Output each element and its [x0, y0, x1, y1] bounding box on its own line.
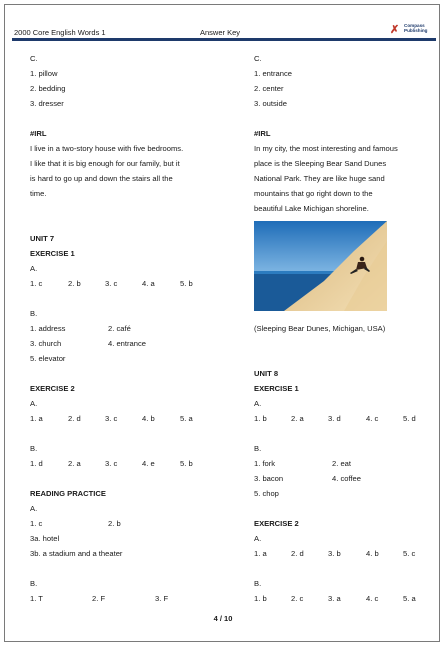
irl-line: I like that it is big enough for our family, but it	[30, 159, 180, 168]
answer-row	[254, 456, 434, 471]
list-item: 3. outside	[254, 99, 287, 108]
answer: 1. c	[30, 279, 43, 288]
unit7-exercise2-heading: EXERCISE 2	[30, 384, 75, 393]
answer: 5. d	[403, 414, 416, 423]
list-item: 2. bedding	[30, 84, 66, 93]
answer: 1. d	[30, 459, 43, 468]
answer: 5. b	[180, 459, 193, 468]
answer-row	[30, 321, 245, 336]
logo-line-2: Publishing	[404, 28, 428, 34]
sleeping-bear-dunes-photo	[254, 221, 387, 311]
list-item: 1. entrance	[254, 69, 292, 78]
answer: 4. e	[142, 459, 155, 468]
answer: 3b. a stadium and a theater	[30, 549, 123, 558]
unit8-heading: UNIT 8	[254, 369, 279, 378]
answer-row	[254, 591, 434, 606]
answer: 3. d	[328, 414, 341, 423]
answer: 2. eat	[332, 459, 351, 468]
unit7-ex2-a-label: A.	[30, 399, 38, 408]
irl-line: time.	[30, 189, 47, 198]
answer: 2. F	[92, 594, 106, 603]
answer: 3. c	[105, 414, 118, 423]
answer-row	[30, 591, 245, 606]
answer: 3. b	[328, 549, 341, 558]
irl-line: National Park. They are like huge sand	[254, 174, 385, 183]
answer: 5. chop	[254, 489, 279, 498]
header-rule	[12, 38, 436, 41]
answer: 1. a	[30, 414, 43, 423]
compass-logo-icon: ✗	[390, 24, 400, 36]
answer: 1. c	[30, 519, 43, 528]
left-column	[30, 51, 245, 606]
reading-practice-b-label: B.	[30, 579, 38, 588]
irl-heading: #IRL	[30, 129, 47, 138]
page-number: 4 / 10	[213, 614, 233, 623]
answer: 3. F	[155, 594, 169, 603]
unit7-exercise1-heading: EXERCISE 1	[30, 249, 75, 258]
answer: 5. b	[180, 279, 193, 288]
answer: 5. elevator	[30, 354, 66, 363]
unit8-exercise2-heading: EXERCISE 2	[254, 519, 299, 528]
unit6-ex2-c-label: C.	[30, 54, 38, 63]
answer-row	[30, 456, 245, 471]
unit8-exercise1-heading: EXERCISE 1	[254, 384, 299, 393]
answer: 4. b	[142, 414, 155, 423]
reading-practice-a-label: A.	[30, 504, 38, 513]
answer: 2. a	[68, 459, 81, 468]
answer: 4. a	[142, 279, 155, 288]
list-item: 1. pillow	[30, 69, 58, 78]
answer-row	[30, 276, 245, 291]
header-book-title: 2000 Core English Words 1	[14, 28, 106, 37]
right-column-top	[254, 51, 434, 216]
logo-line-1: Compass	[404, 23, 425, 28]
answer: 3. church	[30, 339, 62, 348]
answer: 2. café	[108, 324, 131, 333]
answer: 3. a	[328, 594, 341, 603]
list-item: 3. dresser	[30, 99, 64, 108]
answer: 2. b	[68, 279, 81, 288]
unit7-ex2-b-label: B.	[30, 444, 38, 453]
unit8-ex2-a-label: A.	[254, 534, 262, 543]
answer: 2. b	[108, 519, 121, 528]
answer-row	[30, 516, 245, 531]
answer: 3a. hotel	[30, 534, 60, 543]
answer: 5. a	[180, 414, 193, 423]
irl-line: mountains that go right down to the	[254, 189, 373, 198]
answer-row	[254, 546, 434, 561]
answer-row	[254, 411, 434, 426]
answer: 4. b	[366, 549, 379, 558]
answer: 1. address	[30, 324, 66, 333]
unit6-ex2-c-label-right: C.	[254, 54, 262, 63]
answer: 2. d	[68, 414, 81, 423]
irl-line: I live in a two-story house with five bedrooms.	[30, 144, 184, 153]
irl-line: place is the Sleeping Bear Sand Dunes	[254, 159, 387, 168]
unit7-heading: UNIT 7	[30, 234, 55, 243]
answer-row	[30, 336, 245, 351]
list-item: 2. center	[254, 84, 284, 93]
irl-heading-right: #IRL	[254, 129, 271, 138]
answer: 2. a	[291, 414, 304, 423]
answer: 4. entrance	[108, 339, 146, 348]
answer-row	[30, 411, 245, 426]
irl-line: is hard to go up and down the stairs all the	[30, 174, 173, 183]
answer: 4. c	[366, 414, 379, 423]
answer: 4. coffee	[332, 474, 361, 483]
answer-row	[254, 486, 434, 501]
answer: 5. a	[403, 594, 416, 603]
answer: 2. c	[291, 594, 304, 603]
answer: 1. b	[254, 414, 267, 423]
answer: 1. T	[30, 594, 43, 603]
irl-line: beautiful Lake Michigan shoreline.	[254, 204, 369, 213]
answer: 3. c	[105, 459, 118, 468]
reading-practice-heading: READING PRACTICE	[30, 489, 106, 498]
answer: 1. fork	[254, 459, 276, 468]
answer: 3. c	[105, 279, 118, 288]
unit8-ex1-b-label: B.	[254, 444, 262, 453]
answer: 2. d	[291, 549, 304, 558]
answer: 3. bacon	[254, 474, 284, 483]
dune-photo-illustration	[254, 221, 387, 311]
answer: 5. c	[403, 549, 416, 558]
photo-caption: (Sleeping Bear Dunes, Michigan, USA)	[254, 324, 386, 333]
answer-row	[30, 351, 245, 366]
publisher-logo	[390, 22, 438, 38]
header-answer-key: Answer Key	[200, 28, 241, 37]
answer: 1. a	[254, 549, 267, 558]
right-column-bottom	[254, 321, 434, 606]
answer: 4. c	[366, 594, 379, 603]
irl-line: In my city, the most interesting and famous	[254, 144, 398, 153]
answer-row	[254, 471, 434, 486]
unit7-ex1-b-label: B.	[30, 309, 38, 318]
unit7-ex1-a-label: A.	[30, 264, 38, 273]
unit8-ex2-b-label: B.	[254, 579, 262, 588]
unit8-ex1-a-label: A.	[254, 399, 262, 408]
answer: 1. b	[254, 594, 267, 603]
